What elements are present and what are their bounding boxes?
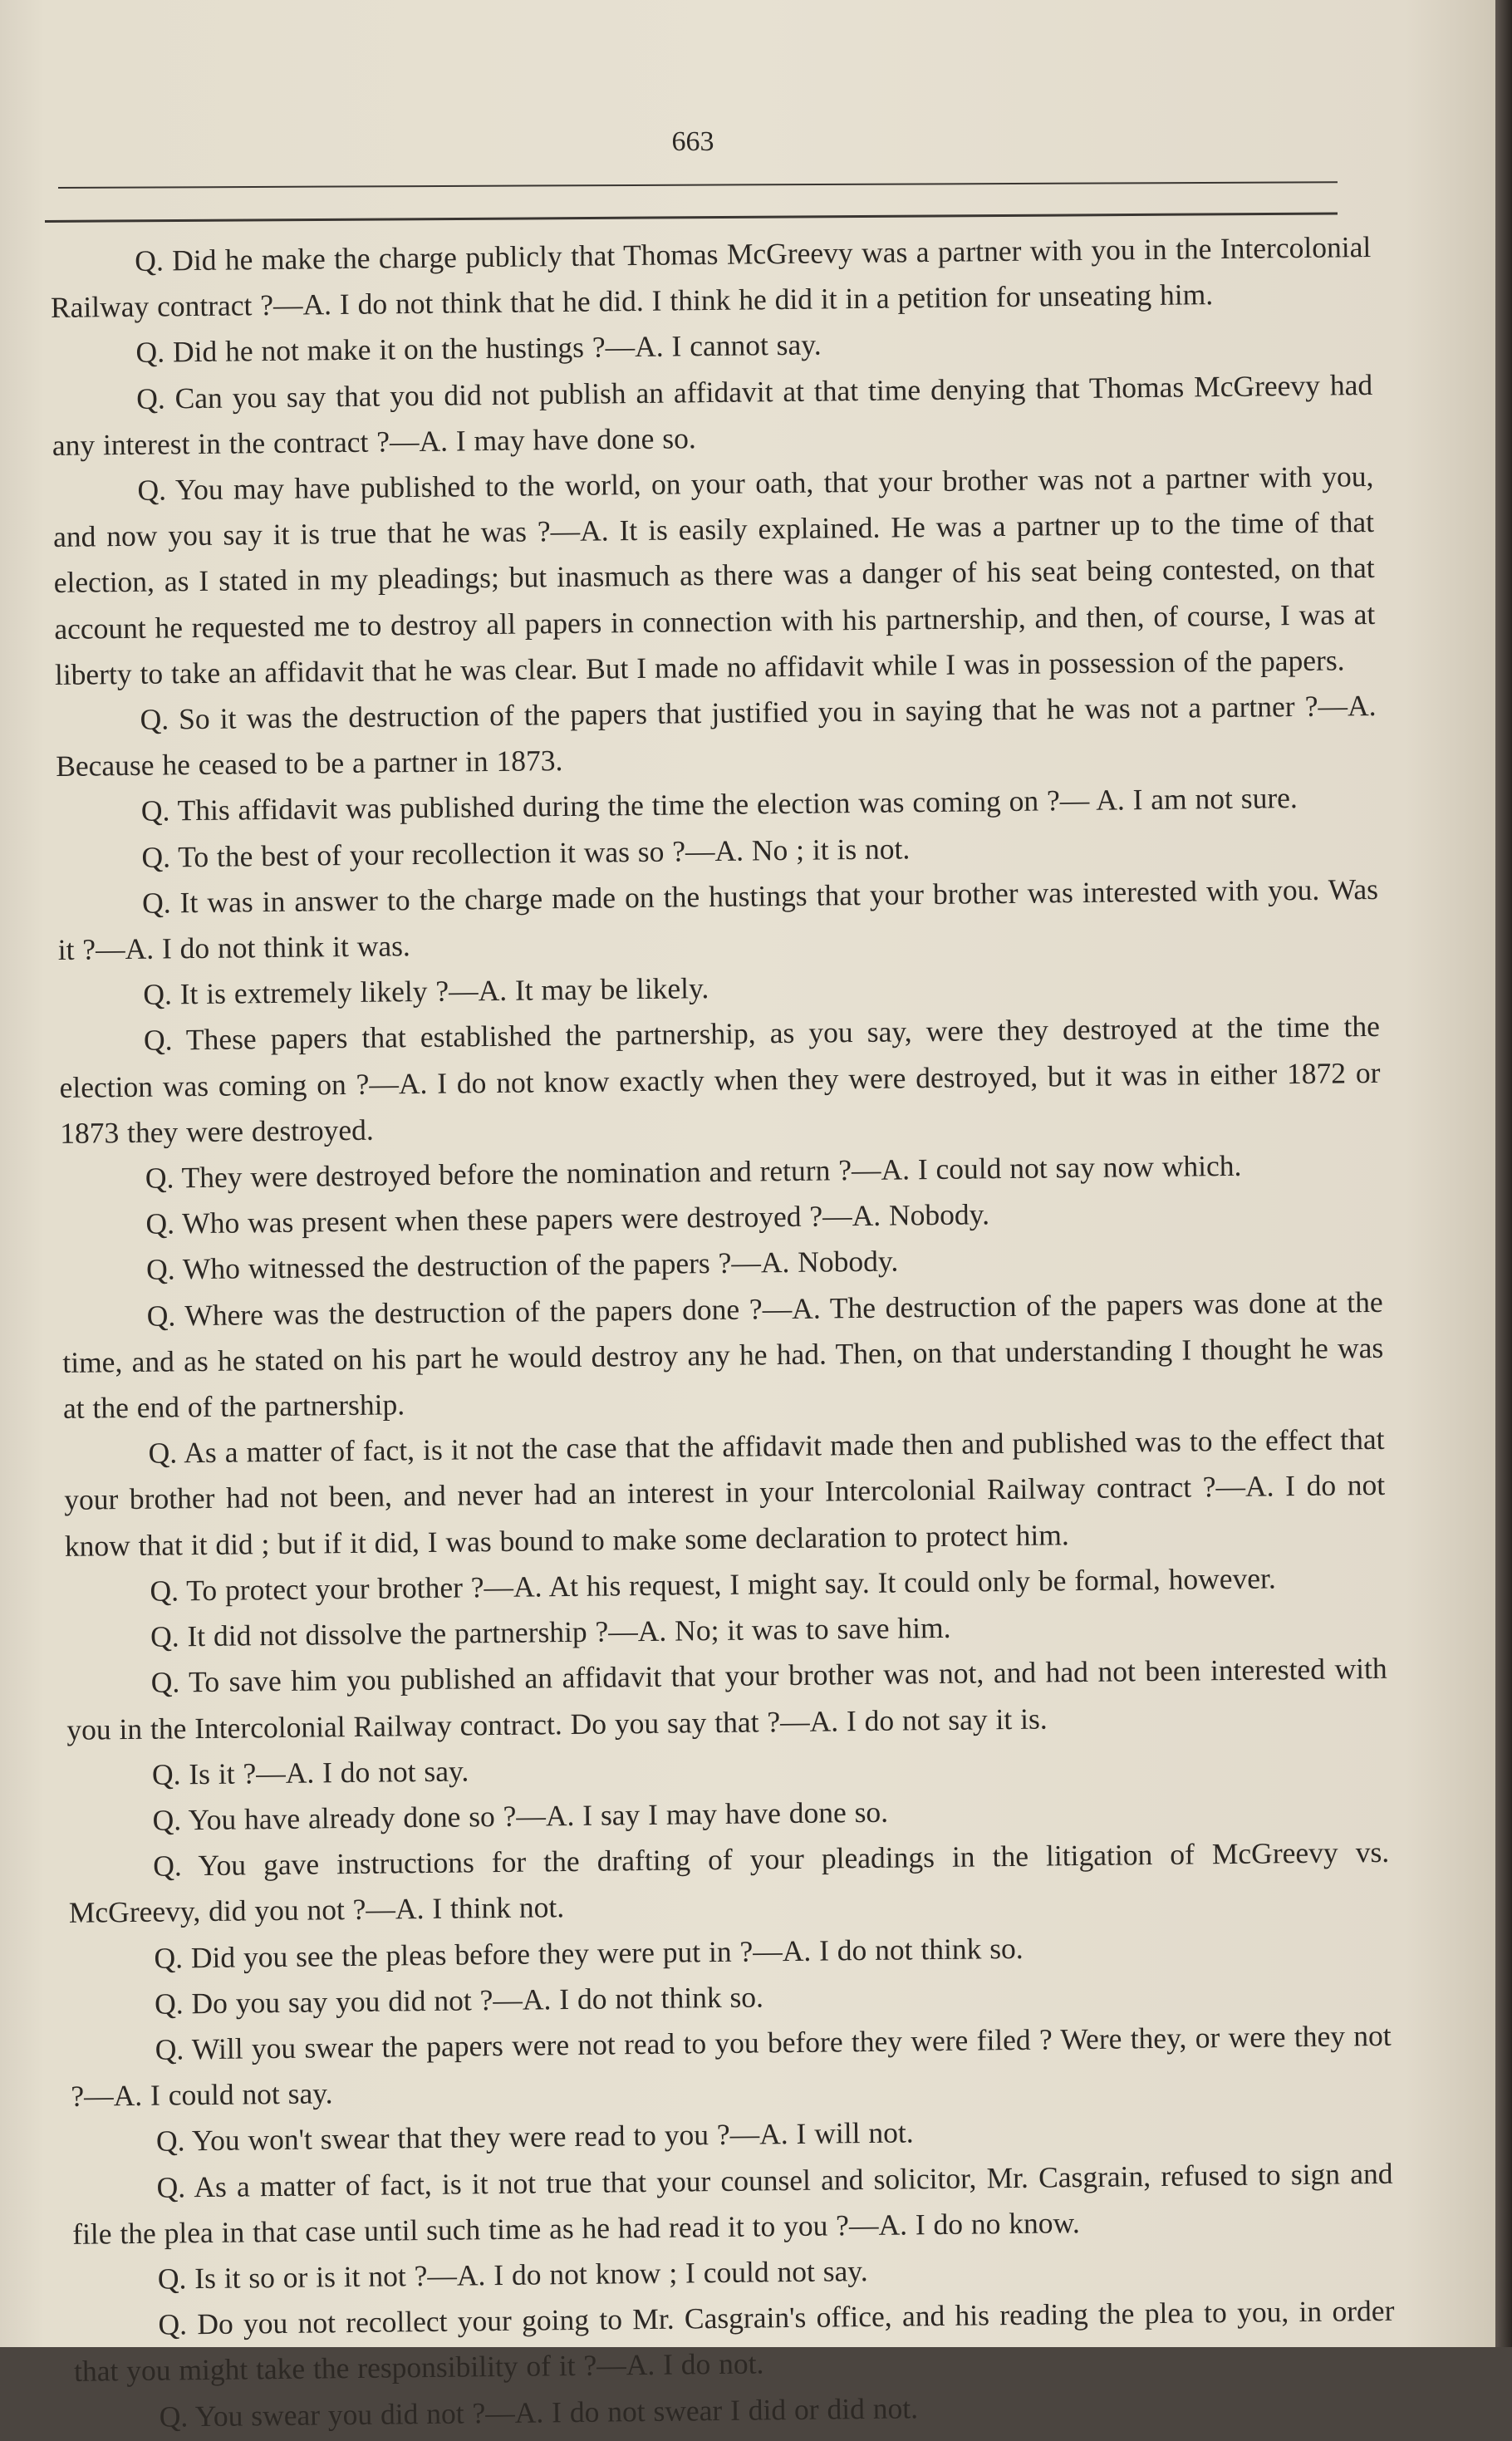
- paragraph: Q. They were destroyed before the nomination and return ?—A. I could not say now which.: [145, 1148, 1242, 1195]
- paragraph: Q. It did not dissolve the partnership ?—A. No; it was to save him.: [150, 1610, 951, 1653]
- paragraph: Q. Did he not make it on the hustings ?—A. I cannot say.: [135, 327, 822, 370]
- paragraph: Q. You swear you did not ?—A. I do not swear I did or did not.: [159, 2390, 919, 2434]
- paragraph: Q. You won't swear that they were read to you ?—A. I will not.: [155, 2115, 914, 2159]
- paragraph: Q. These papers that established the partnership, as you say, were they destroyed at the time the election was coming on ?—A. I do not know exactly when they were destroyed, but it was in either 1872 or 1873 they were destroyed.: [59, 1009, 1381, 1150]
- paragraph: Q. You may have published to the world, on your oath, that your brother was not a partner with you, and now you say it is true that he was ?—A. It is easily explained. He was a partner up to the time of that election, as I stated in my pleadings; but inasmuch as there was a danger of his seat being contested, on that account he requested me to destroy all papers in connection with his partnership, and then, of course, I was at liberty to take an affidavit that he was clear. But I made no affidavit while I was in possession of the papers.: [52, 459, 1376, 691]
- paragraph: Q. As a matter of fact, is it not true that your counsel and solicitor, Mr. Casgrain, refused to sign and file the plea in that case until such time as he had read it to you ?—A. I do no know.: [72, 2156, 1393, 2251]
- paragraph: Q. Who witnessed the destruction of the papers ?—A. Nobody.: [145, 1244, 899, 1287]
- header-rule-thin: [58, 181, 1338, 189]
- paragraph: Q. To save him you published an affidavit that your brother was not, and had not been interested with you in the Intercolonial Railway contract. Do you say that ?—A. I do not say it is.: [66, 1652, 1387, 1746]
- paragraph: Q. So it was the destruction of the papers that justified you in saying that he was not a partner ?—A. Because he ceased to be a partner in 1873.: [55, 688, 1377, 783]
- paragraph: Q. Do you say you did not ?—A. I do not think so.: [154, 1980, 764, 2021]
- paragraph: Q. Can you say that you did not publish an affidavit at that time denying that Thomas McGreevy had any interest in the contract ?—A. I may have done so.: [52, 367, 1373, 462]
- header-rule-thick: [45, 212, 1338, 223]
- paragraph: Q. To the best of your recollection it was so ?—A. No ; it is not.: [141, 831, 911, 874]
- paragraph: Q. This affidavit was published during the time the election was coming on ?— A. I am not sure.: [140, 781, 1298, 828]
- paragraph: Q. You gave instructions for the drafting of your pleadings in the litigation of McGreevy vs. McGreevy, did you not ?—A. I think not.: [68, 1834, 1390, 1930]
- paragraph: Q. As a matter of fact, is it not the case that the affidavit made then and published was to the effect that your brother had not been, and never had an interest in your Intercolonial Railway contract ?—A. I do not know that it did ; but if it did, I was bound to make some declaration to protect him.: [63, 1422, 1386, 1563]
- paragraph: Q. Did you see the pleas before they were put in ?—A. I do not think so.: [154, 1931, 1024, 1975]
- paragraph: Q. Is it ?—A. I do not say.: [151, 1754, 469, 1791]
- paragraph: Q. Where was the destruction of the papers done ?—A. The destruction of the papers was done at the time, and as he stated on his part he would destroy any he had. Then, on that understanding I thought he was at the end of the partnership.: [62, 1284, 1384, 1425]
- page-edge: [1495, 0, 1512, 2347]
- paragraph: Q. Who was present when these papers were destroyed ?—A. Nobody.: [145, 1197, 990, 1241]
- paragraph: Q. It was in answer to the charge made on the hustings that your brother was interested with you. Was it ?—A. I do not think it was.: [57, 872, 1379, 966]
- paragraph: Q. To protect your brother ?—A. At his request, I might say. It could only be formal, however.: [150, 1561, 1276, 1608]
- paragraph: Q. You have already done so ?—A. I say I may have done so.: [152, 1795, 889, 1837]
- paragraph: Q. It is extremely likely ?—A. It may be likely.: [143, 971, 709, 1012]
- testimony-body: [50, 224, 1396, 2441]
- paragraph: Q. Is it so or is it not ?—A. I do not know ; I could not say.: [157, 2253, 868, 2296]
- paragraph: Q. Will you swear the papers were not read to you before they were filed ? Were they, or were they not ?—A. I could not say.: [71, 2018, 1392, 2113]
- paragraph: Q. Did he make the charge publicly that Thomas McGreevy was a partner with you in the Intercolonial Railway contract ?—A. I do not think that he did. I think he did it in a petition for unseating him.: [50, 229, 1372, 325]
- page-number: 663: [671, 126, 714, 157]
- paragraph: Q. Do you not recollect your going to Mr. Casgrain's office, and his reading the plea to you, in order that you might take the responsibility of it ?—A. I do not.: [73, 2293, 1395, 2389]
